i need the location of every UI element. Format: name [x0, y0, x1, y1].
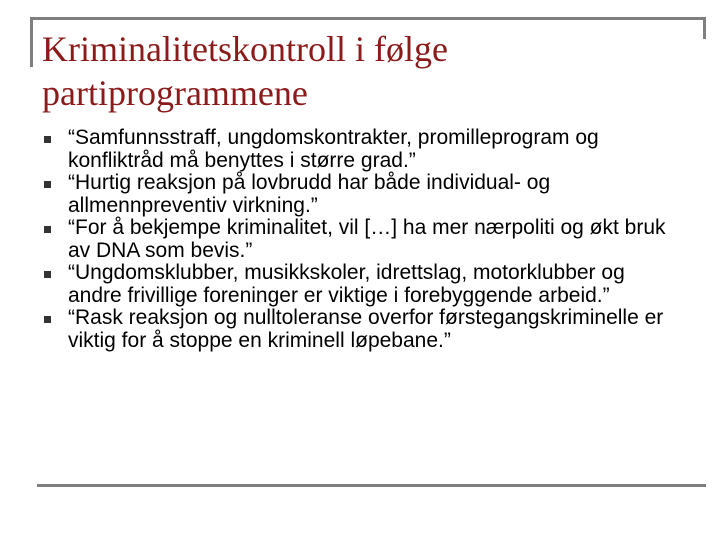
square-bullet-icon — [44, 181, 51, 188]
bullet-item — [44, 217, 684, 262]
square-bullet-icon — [44, 271, 51, 278]
bullet-text: “Hurtig reaksjon på lovbrudd har både individual- og allmennpreventiv virkning.” — [68, 171, 551, 217]
frame-top-rule — [30, 17, 706, 20]
square-bullet-icon — [44, 226, 51, 233]
bullet-text: “For å bekjempe kriminalitet, vil […] ha mer nærpoliti og økt bruk av DNA som bevis.” — [68, 216, 666, 262]
bullet-list — [44, 127, 684, 352]
slide-title: Kriminalitetskontroll i følge partiprogrammene — [42, 29, 448, 113]
square-bullet-icon — [44, 136, 51, 143]
square-bullet-icon — [44, 316, 51, 323]
bullet-item — [44, 172, 684, 217]
frame-bottom-rule — [37, 484, 706, 487]
frame-left-rule — [30, 17, 33, 67]
bullet-item — [44, 127, 684, 172]
bullet-item — [44, 262, 684, 307]
bullet-text: “Rask reaksjon og nulltoleranse overfor førstegangskriminelle er viktig for å stoppe en kriminell løpebane.” — [68, 306, 664, 352]
bullet-text: “Samfunnsstraff, ungdomskontrakter, promilleprogram og konfliktråd må benyttes i større grad.” — [68, 126, 599, 172]
bullet-text: “Ungdomsklubber, musikkskoler, idrettslag, motorklubber og andre frivillige foreninger er viktige i forebyggende arbeid.” — [68, 261, 625, 307]
frame-right-rule — [703, 17, 706, 39]
bullet-item — [44, 307, 684, 352]
